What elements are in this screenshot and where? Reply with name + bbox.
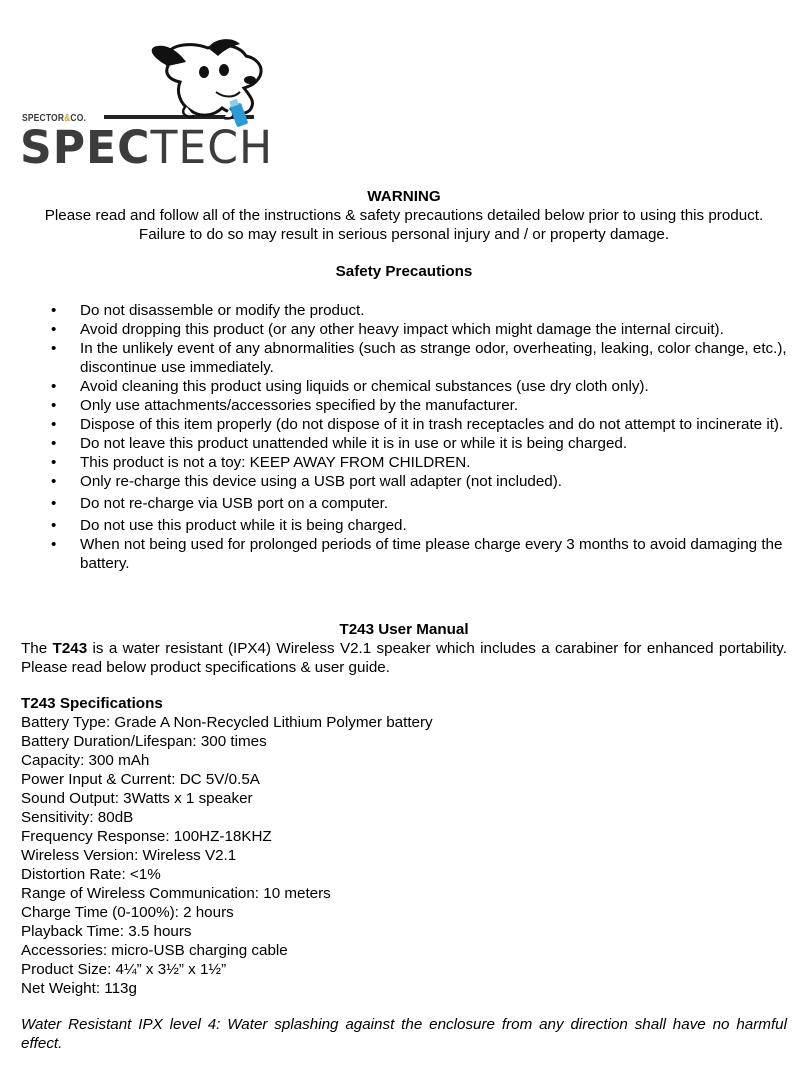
model-number: T243 — [52, 640, 88, 657]
warning-heading: WARNING — [367, 188, 441, 205]
safety-list — [21, 301, 787, 573]
spec-item: Sound Output: 3Watts x 1 speaker — [21, 790, 253, 807]
spec-item: Playback Time: 3.5 hours — [21, 923, 192, 940]
manual-heading: T243 User Manual — [339, 621, 469, 638]
list-item: • Avoid dropping this product (or any other heavy impact which might damage the internal circuit). — [21, 320, 787, 339]
list-item: • Only re-charge this device using a USB port wall adapter (not included). — [21, 472, 787, 491]
list-item: • This product is not a toy: KEEP AWAY FROM CHILDREN. — [21, 453, 787, 472]
list-item: • Do not use this product while it is being charged. — [21, 516, 787, 535]
manual-intro: The T243 is a water resistant (IPX4) Wireless V2.1 speaker which includes a carabiner for enhanced portability. Please read below product specifications & user guide. — [21, 640, 787, 676]
spec-item: Battery Duration/Lifespan: 300 times — [21, 733, 267, 750]
spec-item: Accessories: micro-USB charging cable — [21, 942, 288, 959]
list-item: • When not being used for prolonged periods of time please charge every 3 months to avoid damaging the battery. — [21, 535, 787, 573]
spec-item: Battery Type: Grade A Non-Recycled Lithium Polymer battery — [21, 714, 433, 731]
spec-item: Charge Time (0-100%): 2 hours — [21, 904, 234, 921]
water-resistance-note: Water Resistant IPX level 4: Water splashing against the enclosure from any direction shall have no harmful effect. — [21, 1016, 787, 1052]
company-name: SPECTOR&CO. — [22, 113, 87, 124]
list-item: • Do not leave this product unattended while it is in use or while it is being charged. — [21, 434, 787, 453]
brand-wordmark: SPECTECH — [20, 121, 274, 174]
list-item: • Do not re-charge via USB port on a computer. — [21, 494, 787, 513]
list-item: • Dispose of this item properly (do not dispose of it in trash receptacles and do not attempt to incinerate it). — [21, 415, 787, 434]
specs-list — [21, 713, 787, 998]
spec-item: Capacity: 300 mAh — [21, 752, 150, 769]
safety-heading: Safety Precautions — [335, 263, 473, 280]
list-item: • In the unlikely event of any abnormalities (such as strange odor, overheating, leaking, color change, etc.), discontinue use immediately. — [21, 339, 787, 377]
spec-item: Net Weight: 113g — [21, 980, 137, 997]
specs-heading: T243 Specifications — [21, 695, 163, 712]
spec-item: Wireless Version: Wireless V2.1 — [21, 847, 237, 864]
spec-item: Power Input & Current: DC 5V/0.5A — [21, 771, 260, 788]
spec-item: Range of Wireless Communication: 10 meters — [21, 885, 331, 902]
spec-item: Sensitivity: 80dB — [21, 809, 134, 826]
spec-item: Product Size: 4¼” x 3½” x 1½” — [21, 961, 227, 978]
list-item: • Do not disassemble or modify the product. — [21, 301, 787, 320]
spec-item: Frequency Response: 100HZ-18KHZ — [21, 828, 272, 845]
list-item: • Avoid cleaning this product using liquids or chemical substances (use dry cloth only). — [21, 377, 787, 396]
list-item: • Only use attachments/accessories specified by the manufacturer. — [21, 396, 787, 415]
warning-text: Please read and follow all of the instructions & safety precautions detailed below prior to using this product. Failure to do so may result in serious personal injury and / or property damage. — [44, 207, 764, 243]
spec-item: Distortion Rate: <1% — [21, 866, 161, 883]
spectech-logo — [18, 36, 274, 176]
